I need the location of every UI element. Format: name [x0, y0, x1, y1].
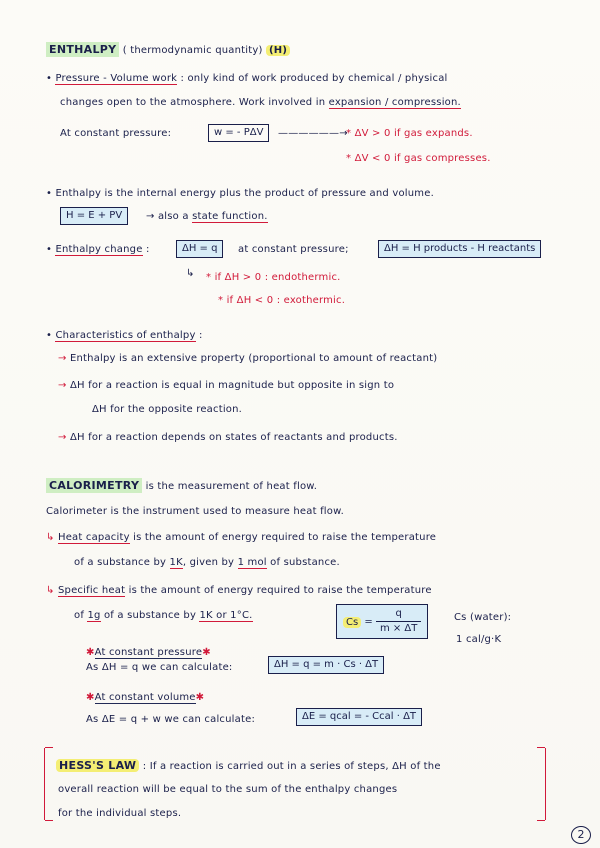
pv-work-text-2: changes open to the atmosphere. Work involved in: [60, 97, 326, 108]
const-p-label: At constant pressure: [94, 647, 203, 658]
characteristic-3-text: ΔH for a reaction depends on states of reactants and products.: [69, 432, 398, 443]
characteristic-1-text: Enthalpy is an extensive property (proportional to amount of reactant): [69, 353, 438, 364]
cs-water-label: Cs (water):: [454, 612, 512, 623]
calorimetry-title: CALORIMETRY: [46, 478, 142, 493]
endothermic: * if ΔH > 0 : endothermic.: [206, 272, 341, 283]
heat-capacity-def-2e: of substance.: [270, 557, 340, 568]
characteristic-2b: ΔH for the opposite reaction.: [92, 404, 243, 415]
heat-capacity-label: Heat capacity: [57, 532, 130, 543]
cs-symbol: Cs: [343, 617, 361, 628]
specific-heat-def-1: is the amount of energy required to raise the temperature: [128, 585, 432, 596]
enthalpy-subtitle: ( thermodynamic quantity): [122, 45, 263, 56]
heat-capacity-def-2a: of a substance by: [74, 557, 167, 568]
heat-capacity-def-2d: 1 mol: [237, 557, 267, 568]
hess-text-3: for the individual steps.: [58, 808, 182, 819]
const-pressure-heading: ✱At constant pressure✱: [86, 647, 211, 658]
page-number: 2: [571, 826, 591, 844]
exothermic: * if ΔH < 0 : exothermic.: [218, 295, 346, 306]
pv-work-text-1: : only kind of work produced by chemical / physical: [180, 73, 448, 84]
pv-work-label: Pressure - Volume work: [55, 73, 178, 84]
state-function: state function.: [192, 211, 268, 222]
specific-heat-def-2a: of: [74, 610, 85, 621]
specific-heat-line-1: ↳ Specific heat is the amount of energy required to raise the temperature: [46, 585, 432, 596]
calorimeter-def: Calorimeter is the instrument used to measure heat flow.: [46, 506, 344, 517]
const-p-formula-box: ΔH = q = m · Cs · ΔT: [268, 656, 384, 674]
characteristic-2a: → ΔH for a reaction is equal in magnitude but opposite in sign to: [58, 380, 395, 391]
hess-title: HESS'S LAW: [56, 759, 139, 772]
w-formula-box: w = - PΔV: [208, 124, 269, 142]
enthalpy-title: ENTHALPY: [46, 42, 119, 57]
dh-products-box: ΔH = H products - H reactants: [378, 240, 541, 258]
pv-work-text-2b: expansion / compression.: [328, 97, 461, 108]
arrow-to-dv: ——————→: [278, 128, 348, 139]
enthalpy-heading: [46, 44, 290, 57]
state-function-pre: → also a: [146, 211, 189, 222]
specific-heat-def-2d: 1K or 1°C.: [199, 610, 253, 621]
dv-positive: * ΔV > 0 if gas expands.: [346, 128, 473, 139]
enthalpy-definition: • Enthalpy is the internal energy plus the product of pressure and volume.: [46, 188, 434, 199]
specific-heat-line-2: [74, 610, 253, 622]
enthalpy-definition-text: Enthalpy is the internal energy plus the product of pressure and volume.: [55, 188, 434, 199]
pv-work-line-2: [60, 97, 461, 109]
const-v-label: At constant volume: [94, 692, 196, 703]
enthalpy-symbol: (H): [266, 45, 290, 56]
enthalpy-change-label: Enthalpy change: [55, 244, 143, 255]
endo-arrow: ↳: [186, 268, 195, 279]
specific-heat-def-2b: 1g: [87, 610, 101, 621]
state-function-line: [146, 211, 268, 223]
enthalpy-change-line: • Enthalpy change :: [46, 244, 150, 255]
characteristic-3: → ΔH for a reaction depends on states of reactants and products.: [58, 432, 398, 443]
specific-heat-def-2c: of a substance by: [103, 610, 197, 621]
const-v-text: As ΔE = q + w we can calculate:: [86, 714, 256, 725]
characteristic-2a-text: ΔH for a reaction is equal in magnitude but opposite in sign to: [69, 380, 395, 391]
heat-capacity-line-2: [74, 557, 340, 569]
heat-capacity-def-1: is the amount of energy required to raise the temperature: [133, 532, 437, 543]
heat-capacity-def-2b: 1K: [169, 557, 183, 568]
cs-numerator: q: [376, 607, 421, 622]
hess-line-1: [56, 760, 441, 773]
pv-work-line-1: • Pressure - Volume work : only kind of work produced by chemical / physical: [46, 73, 448, 84]
heat-capacity-def-2c: , given by: [182, 557, 235, 568]
specific-heat-label: Specific heat: [57, 585, 126, 596]
const-v-formula-box: ΔE = qcal = - Ccal · ΔT: [296, 708, 422, 726]
heat-capacity-line-1: ↳ Heat capacity is the amount of energy required to raise the temperature: [46, 532, 437, 543]
dh-q-box: ΔH = q: [176, 240, 223, 258]
hess-text-2: overall reaction will be equal to the sum of the enthalpy changes: [58, 784, 398, 795]
characteristics-heading: • Characteristics of enthalpy :: [46, 330, 203, 341]
at-constant-pressure: at constant pressure;: [238, 244, 349, 255]
const-pressure-label: At constant pressure:: [60, 128, 172, 139]
characteristics-label: Characteristics of enthalpy: [55, 330, 196, 341]
characteristic-1: → Enthalpy is an extensive property (proportional to amount of reactant): [58, 353, 438, 364]
cs-water-value: 1 cal/g·K: [456, 634, 502, 645]
cs-denominator: m × ΔT: [379, 623, 418, 634]
const-volume-heading: ✱At constant volume✱: [86, 692, 205, 703]
hess-text-1: : If a reaction is carried out in a series of steps, ΔH of the: [142, 761, 441, 772]
cs-fraction: [376, 607, 421, 636]
cs-formula-box: Cs = $\frac{q}{m \times \Delta T}$: [336, 604, 428, 639]
calorimetry-def: is the measurement of heat flow.: [145, 481, 318, 492]
dv-negative: * ΔV < 0 if gas compresses.: [346, 153, 491, 164]
calorimetry-heading: [46, 480, 317, 493]
h-formula-box: H = E + PV: [60, 207, 128, 225]
const-p-text: As ΔH = q we can calculate:: [86, 662, 233, 673]
